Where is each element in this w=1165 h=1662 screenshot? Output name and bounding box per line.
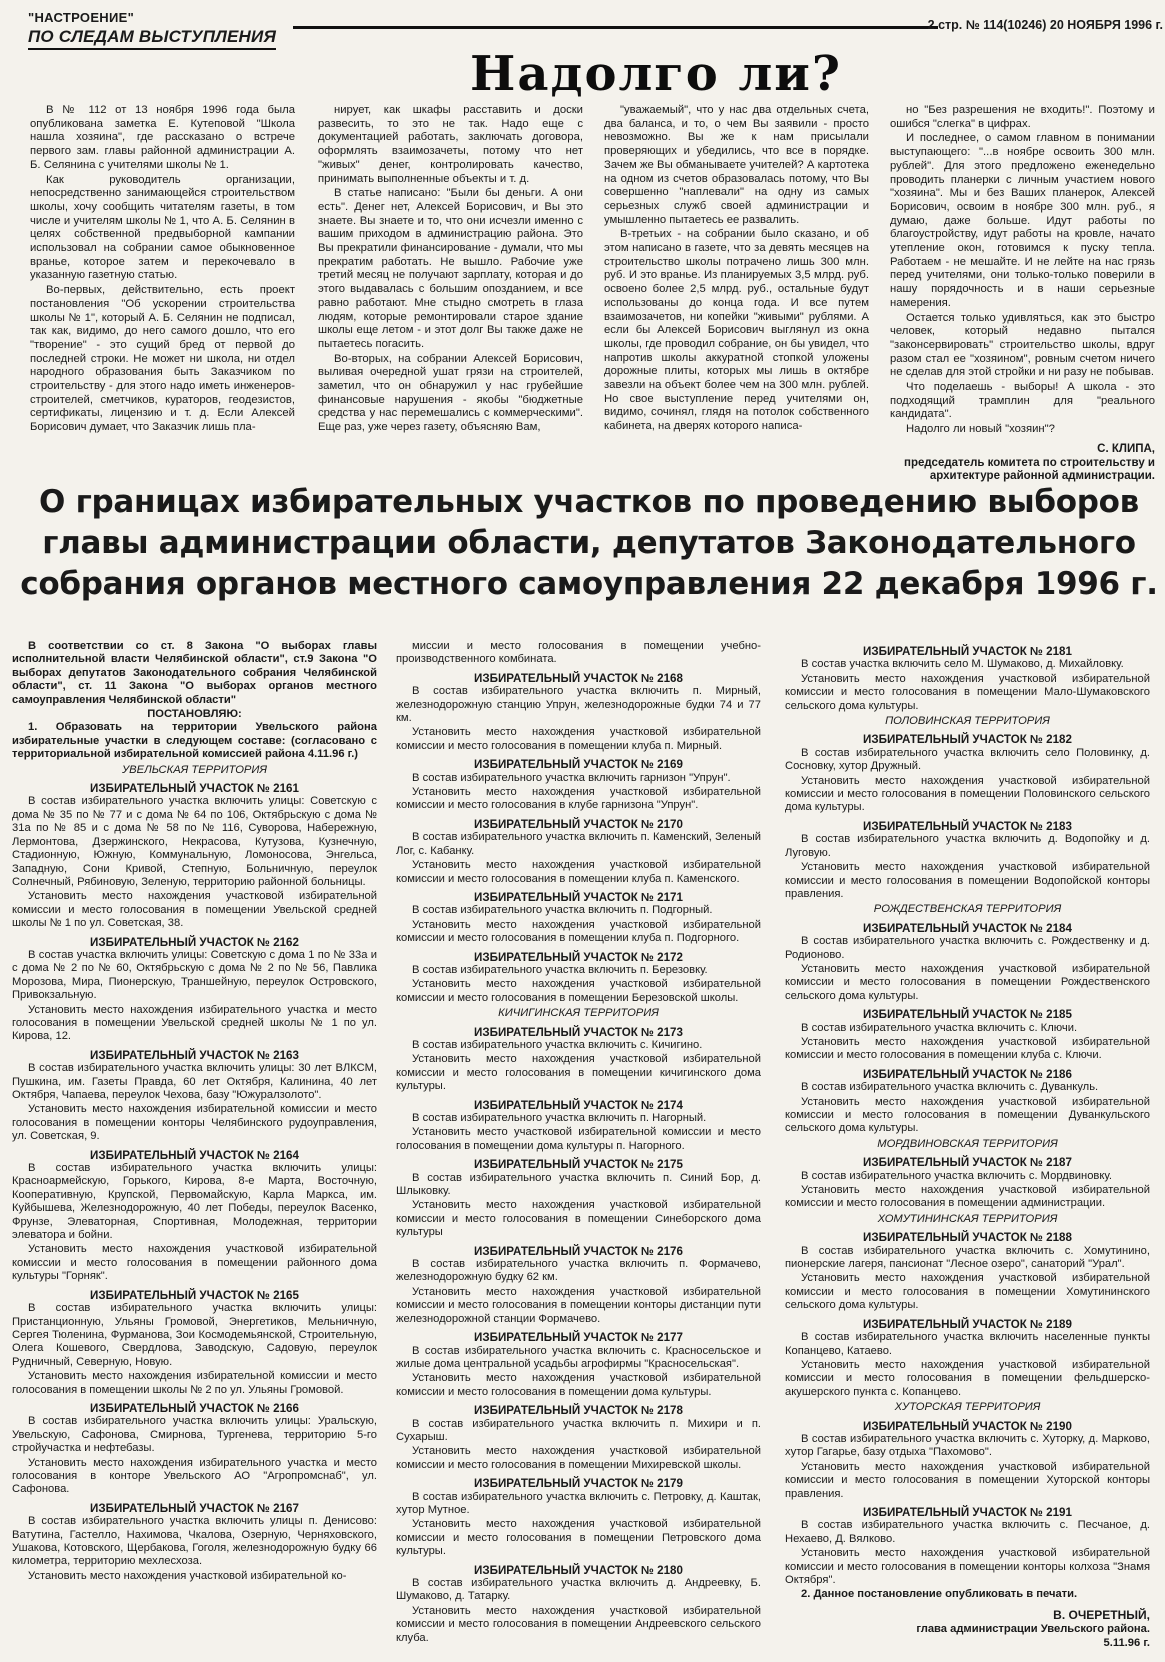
precinct-text: Установить место нахождения участковой избирательной комиссии и место голосования в клубе гарнизона "Упрун". — [396, 786, 761, 812]
precinct-text: Установить место нахождения участковой избирательной комиссии и место голосования в помещении Хуторской конторы правления. — [785, 1460, 1150, 1500]
precinct-heading: ИЗБИРАТЕЛЬНЫЙ УЧАСТОК № 2187 — [863, 1156, 1072, 1170]
article-paragraph: "уважаемый", что у нас два отдельных счета, два баланса, и то, о чем Вы заявили - просто невозможно. Вы же к нам присылали проверяющих и убедились, что все в порядке. Зачем же Вы обманываете учителей? А картотека на одном из счетов образовалась потому, что Вы совершенно "наплевали" на одну из самых серьезных служб своей администрации и умышленно пытаетесь ее развалить. — [604, 104, 869, 226]
precinct-text: В состав избирательного участка включить п. Формачево, железнодорожную будку 62 км. — [396, 1258, 761, 1284]
article-body — [30, 104, 1160, 483]
territory-heading: УВЕЛЬСКАЯ ТЕРРИТОРИЯ — [122, 763, 267, 776]
precinct-text: В состав избирательного участка включить д. Андреевку, Б. Шумаково, д. Татарку. — [396, 1577, 761, 1603]
decree-column-1 — [12, 640, 377, 1584]
precinct-text: Установить место нахождения участковой избирательной комиссии и место голосования в помещении Хомутининского сельского дома культуры. — [785, 1272, 1150, 1312]
precinct-heading: ИЗБИРАТЕЛЬНЫЙ УЧАСТОК № 2163 — [90, 1048, 299, 1062]
decree-signer-name: В. ОЧЕРЕТНЫЙ, — [1053, 1607, 1150, 1622]
precinct-text: Установить место нахождения участковой избирательной комиссии и место голосования в помещении фельдшерско-акушерского пункта с. Копанцево. — [785, 1358, 1150, 1398]
precinct-text: В состав избирательного участка включить п. Синий Бор, д. Шлыковку. — [396, 1171, 761, 1198]
decree-signer-title: глава администрации Увельского района. — [916, 1622, 1150, 1635]
precinct-heading: ИЗБИРАТЕЛЬНЫЙ УЧАСТОК № 2169 — [474, 758, 683, 772]
precinct-text: В состав избирательного участка включить улицы: 30 лет ВЛКСМ, Пушкина, им. Газеты Правда, 60 лет Октября, Калинина, 40 лет Октября, Чапаева, переулок Чехова, базу "Южуралзолото". — [12, 1062, 377, 1101]
article-column-3 — [604, 104, 869, 435]
precinct-heading: ИЗБИРАТЕЛЬНЫЙ УЧАСТОК № 2173 — [474, 1025, 683, 1039]
precinct-text: Установить место нахождения участковой избирательной комиссии и место голосования в помещении Андреевского сельского клуба. — [396, 1604, 761, 1644]
decree-date: 5.11.96 г. — [1103, 1636, 1150, 1649]
article-paragraph: но "Без разрешения не входить!". Поэтому и ошибся "слегка" в цифрах. — [890, 104, 1155, 130]
precinct-text: В состав избирательного участка включить п. Мирный, железнодорожную станцию Упрун, железнодорожные будки 74 и 77 км. — [396, 685, 761, 725]
precinct-text: Установить место нахождения участковой избирательной комиссии и место голосования в помещении конторы колхоза "Знамя Октября". — [785, 1547, 1150, 1586]
precinct-text: В состав избирательного участка включить улицы п. Денисово: Ватутина, Гастелло, Нахимова, Чкалова, Озерную, Черняховского, Ушакова, Котовского, Щербакова, Гоголя, железнодорожную будку 66 километра, территорию мехлесхоза. — [12, 1515, 377, 1568]
precinct-heading: ИЗБИРАТЕЛЬНЫЙ УЧАСТОК № 2184 — [863, 921, 1072, 935]
author-title: председатель комитета по строительству и архитектуре районной администрации. — [904, 456, 1155, 483]
precinct-text: Установить место нахождения участковой избирательной комиссии и место голосования в помещении клуба п. Мирный. — [396, 726, 761, 752]
precinct-text: Установить место нахождения избирательного участка и место голосования в конторе Увельского АО "Агропромснаб", ул. Сафонова. — [12, 1456, 377, 1496]
precinct-text: Установить место нахождения участковой избирательной комиссии и место голосования в помещении Синеборского дома культуры — [396, 1199, 761, 1239]
article-paragraph: В-третьих - на собрании было сказано, и об этом написано в газете, что за девять месяцев на строительство школы потрачено лишь 300 млн. руб. И это вранье. Из планируемых 3,5 млрд. руб. освоено более 2,5 млрд. руб., остальные будут использованы до конца года. И все путем взаимозачетов, ни копейки "живыми" рублями. А если бы Алексей Борисович выглянул из окна школы, где проводил собрание, он бы увидел, что напротив школы аккуратной стопкой уложены дорожные плиты, которых мы лишь в октябре завезли на объект более чем на 300 млн. рублей. Но свое выступление перед учителями он, видимо, сочинял, глядя на потолок собственного кабинета, на дверях которого написа- — [604, 228, 869, 433]
precinct-heading: ИЗБИРАТЕЛЬНЫЙ УЧАСТОК № 2181 — [863, 645, 1072, 658]
article-column-2 — [318, 104, 583, 436]
precinct-text: В состав избирательного участка включить с. Песчаное, д. Нехаево, Д. Вялково. — [785, 1519, 1150, 1545]
precinct-heading: ИЗБИРАТЕЛЬНЫЙ УЧАСТОК № 2189 — [863, 1317, 1072, 1331]
territory-heading: ПОЛОВИНСКАЯ ТЕРРИТОРИЯ — [885, 715, 1050, 728]
article-paragraph: И последнее, о самом главном в понимании выступающего: "...в ноябре освоить 300 млн. рублей". Для этого предложено еженедельно проводить планерки с личным участием нового "хозяина". Мы и без Ваших планерок, Алексей Борисович, освоим в ноябре 300 млн. руб., я думаю, даже больше. Идут работы по благоустройству, идут работы на кровле, начато утепление окон, готовимся к пуску тепла. Работаем - не мешайте. И не лейте на нас грязь перед учителями, они только-только поверили в нашу порядочность и в наши серьезные намерения. — [890, 132, 1155, 309]
article-paragraph: нирует, как шкафы расставить и доски развесить, то это не так. Надо еще с документацией работать, заключать договора, оформлять взаимозачеты, потому что нет "живых" денег, контролировать качество, принимать выполненные объекты и т. д. — [318, 104, 583, 185]
precinct-heading: ИЗБИРАТЕЛЬНЫЙ УЧАСТОК № 2164 — [90, 1148, 299, 1162]
precinct-heading: ИЗБИРАТЕЛЬНЫЙ УЧАСТОК № 2172 — [474, 950, 683, 964]
precinct-text: Установить место нахождения участковой избирательной комиссии и место голосования в помещении конторы дистанции пути железнодорожной станции Формачево. — [396, 1285, 761, 1325]
precinct-text: Установить место нахождения участковой избирательной комиссии и место голосования в помещении клуба п. Подгорного. — [396, 918, 761, 945]
precinct-heading: ИЗБИРАТЕЛЬНЫЙ УЧАСТОК № 2190 — [863, 1419, 1072, 1433]
precinct-text: Установить место нахождения участковой избирательной комиссии и место голосования в помещении районного дома культуры "Горняк". — [12, 1243, 377, 1283]
decree-closing: 2. Данное постановление опубликовать в печати. — [801, 1588, 1078, 1601]
precinct-text: Установить место нахождения участковой избирательной комиссии и место голосования в помещении Березовской школы. — [396, 978, 761, 1004]
precinct-text: В состав избирательного участка включить улицы: Советскую с дома № 35 по № 77 и с дома № 64 по 106, Октябрьскую с дома № 31а по № 85 и с дома № 58 по № 116, Суворова, Набережную, Лермонтова, Дзержинского, Некрасова, Кутузова, Кузнечную, Стадионную, Южную, Коммунальную, Ломоносова, Энгельса, Западную, Сони Кривой, Степную, Больничную, переулок Солнечный, Рябиновую, Зеленую, территорию районной больницы. — [12, 795, 377, 888]
precinct-text: Установить место нахождения участковой избирательной комиссии и место голосования в помещении Мало-Шумаковского сельского дома культуры. — [785, 672, 1150, 712]
precinct-heading: ИЗБИРАТЕЛЬНЫЙ УЧАСТОК № 2170 — [474, 817, 683, 831]
decree-body — [12, 640, 1162, 1655]
author-name: С. КЛИПА, — [1097, 442, 1155, 455]
precinct-text: В состав избирательного участка включить с. Хомутинино, пионерские лагеря, пансионат "Лесное озеро", санаторий "Урал". — [785, 1244, 1150, 1271]
precinct-text: Установить место участковой избирательной комиссии и место голосования в помещении дома культуры п. Нагорного. — [396, 1126, 761, 1152]
rubric-title: ПО СЛЕДАМ ВЫСТУПЛЕНИЯ — [28, 27, 276, 50]
precinct-text: В состав избирательного участка включить с. Петровку, д. Каштак, хутор Мутное. — [396, 1490, 761, 1516]
decree-column-3-items — [785, 645, 1150, 1602]
masthead-left — [28, 10, 276, 50]
precinct-text: В состав участка включить село М. Шумаково, д. Михайловку. — [801, 658, 1124, 671]
precinct-text: Установить место нахождения участковой избирательной комиссии и место голосования в помещении Водопойской конторы правления. — [785, 861, 1150, 900]
decree-column-1-items — [12, 764, 377, 1584]
article-signature — [890, 443, 1155, 484]
decree-intro: В соответствии со ст. 8 Закона "О выборах главы исполнительной власти Челябинской области", ст.9 Закона "О выборах депутатов Законодательного собрания Челябинской области", ст. 11 Закона "О выборах органов местного самоуправления Челябинской области" — [12, 640, 377, 706]
precinct-text: В состав избирательного участка включить с. Кичигино. — [412, 1038, 703, 1051]
precinct-text: В состав избирательного участка включить село Половинку, д. Сосновку, хутор Дружный. — [785, 746, 1150, 773]
masthead-rule — [293, 26, 938, 29]
precinct-heading: ИЗБИРАТЕЛЬНЫЙ УЧАСТОК № 2177 — [474, 1331, 683, 1345]
precinct-heading: ИЗБИРАТЕЛЬНЫЙ УЧАСТОК № 2191 — [863, 1505, 1072, 1519]
precinct-heading: ИЗБИРАТЕЛЬНЫЙ УЧАСТОК № 2178 — [474, 1404, 683, 1418]
article-paragraph: Остается только удивляться, как это быстро человек, который недавно пытался "законсервировать" строительство школы, вдруг разом стал ее "хозяином", ровным счетом ничего не сделав для этой стройки и ни разу не побывав. — [890, 311, 1155, 379]
precinct-text: В состав избирательного участка включить п. Нагорный. — [412, 1112, 707, 1124]
article-column-1 — [30, 104, 295, 436]
precinct-text: Установить место нахождения участковой избирательной комиссии и место голосования в помещении Петровского дома культуры. — [396, 1518, 761, 1558]
precinct-heading: ИЗБИРАТЕЛЬНЫЙ УЧАСТОК № 2183 — [863, 819, 1072, 833]
precinct-text: В состав избирательного участка включить п. Березовку. — [412, 963, 708, 976]
decree-column-3 — [785, 640, 1150, 1650]
territory-heading: РОЖДЕСТВЕНСКАЯ ТЕРРИТОРИЯ — [873, 903, 1062, 916]
territory-heading: КИЧИГИНСКАЯ ТЕРРИТОРИЯ — [498, 1007, 659, 1020]
precinct-heading: ИЗБИРАТЕЛЬНЫЙ УЧАСТОК № 2188 — [863, 1231, 1072, 1245]
decree-column-2-items — [396, 640, 761, 1645]
precinct-text: В состав избирательного участка включить с. Дуванкуль. — [801, 1081, 1099, 1094]
precinct-heading: ИЗБИРАТЕЛЬНЫЙ УЧАСТОК № 2162 — [90, 935, 299, 949]
precinct-text: В состав избирательного участка включить п. Михири и п. Сухарыш. — [396, 1417, 761, 1443]
precinct-text: Установить место нахождения участковой избирательной комиссии и место голосования в помещении Михиревской школы. — [396, 1445, 761, 1471]
territory-heading: МОРДВИНОВСКАЯ ТЕРРИТОРИЯ — [877, 1137, 1058, 1150]
precinct-text: В состав избирательного участка включить с. Хуторку, д. Марково, хутор Гагарье, базу отдыха "Пахомово". — [785, 1432, 1150, 1459]
precinct-text: Установить место нахождения участковой избирательной комиссии и место голосования в помещении клуба с. Ключи. — [785, 1035, 1150, 1062]
precinct-heading: ИЗБИРАТЕЛЬНЫЙ УЧАСТОК № 2161 — [90, 782, 299, 796]
precinct-heading: ИЗБИРАТЕЛЬНЫЙ УЧАСТОК № 2175 — [474, 1158, 683, 1172]
article-paragraph: Надолго ли новый "хозяин"? — [906, 423, 1055, 436]
precinct-text: В состав избирательного участка включить с. Ключи. — [801, 1021, 1078, 1034]
precinct-heading: ИЗБИРАТЕЛЬНЫЙ УЧАСТОК № 2174 — [474, 1098, 683, 1112]
precinct-text: В состав избирательного участка включить с. Красносельское и жилые дома центральной усадьбы агрофирмы "Красносельская". — [396, 1344, 761, 1370]
precinct-heading: ИЗБИРАТЕЛЬНЫЙ УЧАСТОК № 2167 — [90, 1501, 299, 1515]
precinct-text: В состав избирательного участка включить населенные пункты Копанцево, Катаево. — [785, 1331, 1150, 1357]
precinct-text: В состав избирательного участка включить улицы: Красноармейскую, Горького, Кирова, 8-е Марта, Восточную, Кооперативную, Крупской, Первомайскую, Карла Маркса, им. Куйбышева, Железнодорожную, 40 лет Победы, переулок Васенко, Фрунзе, Элеваторная, Спортивная, Молодежная, территории элеватора и бойни. — [12, 1162, 377, 1242]
precinct-text: миссии и место голосования в помещении учебно-производственного комбината. — [396, 640, 761, 666]
precinct-text: В состав избирательного участка включить улицы: Уральскую, Увельскую, Сафонова, Смирнова, Тургенева, территорию 5-го стройучастка и нефтебазы. — [12, 1415, 377, 1455]
precinct-text: В состав избирательного участка включить д. Водопойку и д. Луговую. — [785, 833, 1150, 859]
precinct-heading: ИЗБИРАТЕЛЬНЫЙ УЧАСТОК № 2166 — [90, 1401, 299, 1415]
precinct-heading: ИЗБИРАТЕЛЬНЫЙ УЧАСТОК № 2179 — [474, 1477, 683, 1491]
precinct-text: Установить место нахождения избирательного участка и место голосования в помещении Увельской средней школы № 1 по ул. Кирова, 12. — [12, 1003, 377, 1043]
precinct-text: Установить место нахождения участковой избирательной ко- — [28, 1569, 347, 1582]
precinct-heading: ИЗБИРАТЕЛЬНЫЙ УЧАСТОК № 2176 — [474, 1244, 683, 1258]
issue-info: 2 стр. № 114(10246) 20 НОЯБРЯ 1996 г. — [927, 18, 1163, 32]
decree-column-2 — [396, 640, 761, 1646]
precinct-text: В состав избирательного участка включить п. Каменский, Зеленый Лог, с. Кабанку. — [396, 831, 761, 857]
precinct-text: Установить место нахождения участковой избирательной комиссии и место голосования в помещении администрации. — [785, 1184, 1150, 1210]
precinct-text: В состав избирательного участка включить гарнизон "Упрун". — [412, 771, 731, 784]
precinct-text: Установить место нахождения участковой избирательной комиссии и место голосования в помещении Рождественского сельского дома культуры. — [785, 962, 1150, 1002]
precinct-heading: ИЗБИРАТЕЛЬНЫЙ УЧАСТОК № 2171 — [474, 890, 683, 904]
precinct-text: В состав избирательного участка включить п. Подгорный. — [412, 904, 713, 917]
article-paragraph: В № 112 от 13 ноября 1996 года была опубликована заметка Е. Кутеповой "Школа нашла хозяина", где рассказано о встрече первого зам. главы районной администрации А. Б. Селянина с учителями школы № 1. — [30, 104, 295, 171]
article-headline: Надолго ли? — [470, 46, 843, 102]
precinct-heading: ИЗБИРАТЕЛЬНЫЙ УЧАСТОК № 2182 — [863, 733, 1072, 747]
article-paragraph: Как руководитель организации, непосредственно занимающейся строительством школы, хочу сообщить читателям газеты, в том числе и учителям школы № 1, что А. Б. Селянин в целях собственной предвыборной кампании использовал на собрании самое обыкновенное вранье, которое затем и перекочевало в указанную газетную статью. — [30, 173, 295, 282]
precinct-heading: ИЗБИРАТЕЛЬНЫЙ УЧАСТОК № 2180 — [474, 1563, 683, 1577]
precinct-text: Установить место нахождения участковой избирательной комиссии и место голосования в помещении Дуванкульского сельского дома культуры. — [785, 1095, 1150, 1135]
article-paragraph: Во-первых, действительно, есть проект постановления "Об ускорении строительства школы № 1", который А. Б. Селянин не подписал, так как, видимо, до него самого дошло, что его "творение" - это сущий бред от первой до последней строки. Не может ни школа, ни отдел народного образования быть Заказчиком по строительству - для этого надо иметь инженеров-строителей, сметчиков, кураторов, геодезистов, сертификаты, лицензию и т. д. Если Алексей Борисович думает, что Заказчик лишь пла- — [30, 284, 295, 434]
precinct-heading: ИЗБИРАТЕЛЬНЫЙ УЧАСТОК № 2165 — [90, 1288, 299, 1302]
decree-signature — [785, 1608, 1150, 1650]
decree-resolve: ПОСТАНОВЛЯЮ: — [147, 708, 242, 721]
newspaper-name: "НАСТРОЕНИЕ" — [28, 10, 135, 25]
precinct-text: Установить место нахождения участковой избирательной комиссии и место голосования в помещении кичигинского дома культуры. — [396, 1053, 761, 1093]
precinct-text: В состав избирательного участка включить улицы: Пристанционную, Ульяны Громовой, Энергетиков, Мельничную, Сергея Тюленина, Фурманова, Зои Космодемьянской, Строительную, Олега Кошевого, Свердлова, Заводскую, Садовую, переулок Рудничный, Северную, Новую. — [12, 1302, 377, 1368]
precinct-text: Установить место нахождения участковой избирательной комиссии и место голосования в помещении дома культуры. — [396, 1372, 761, 1398]
decree-point-1: 1. Образовать на территории Увельского района избирательные участки в следующем составе: (согласовано с территориальной избирательной комиссией района 4.11.96 г.) — [12, 721, 377, 761]
precinct-text: Установить место нахождения участковой избирательной комиссии и место голосования в помещении Увельской средней школы № 1 по ул. Советская, 38. — [12, 890, 377, 930]
precinct-text: Установить место нахождения участковой избирательной комиссии и место голосования в помещении клуба п. Каменского. — [396, 859, 761, 885]
territory-heading: ХУТОРСКАЯ ТЕРРИТОРИЯ — [894, 1401, 1041, 1414]
article-column-4 — [890, 104, 1155, 484]
territory-heading: ХОМУТИНИНСКАЯ ТЕРРИТОРИЯ — [877, 1212, 1058, 1225]
precinct-text: Установить место нахождения избирательной комиссии и место голосования в помещении конторы Челябинского рудоуправления, ул. Советская, 9. — [12, 1103, 377, 1143]
precinct-text: В состав избирательного участка включить с. Рождественку и д. Родионово. — [785, 935, 1150, 961]
article-paragraph: В статье написано: "Были бы деньги. А они есть". Денег нет, Алексей Борисович, и Вы это знаете. Вы знаете и то, что они исчезли именно с вашим приходом в администрацию района. Это Вы прекратили финансирование - думали, что мы прекратим работать. Не вышло. Рабочие уже третий месяц не получают зарплату, которая и до этого выдавалась с большим опозданием, и все равно работают. Мне стыдно смотреть в глаза людям, которые ремонтировали старое здание школы еще летом - и этот долг Вы также даже не пытаетесь погасить. — [318, 187, 583, 350]
precinct-heading: ИЗБИРАТЕЛЬНЫЙ УЧАСТОК № 2168 — [474, 671, 683, 685]
decree-heading: О границах избирательных участков по проведению выборов главы администрации области, депутатов Законодательного собрания органов местного самоуправления 22 декабря 1996 г. — [20, 484, 1158, 602]
precinct-heading: ИЗБИРАТЕЛЬНЫЙ УЧАСТОК № 2185 — [863, 1008, 1072, 1022]
precinct-heading: ИЗБИРАТЕЛЬНЫЙ УЧАСТОК № 2186 — [863, 1067, 1072, 1081]
precinct-text: В состав участка включить улицы: Советскую с дома 1 по № 33а и с дома № 2 по № 60, Октябрьскую с дома № 2 по № 56, Павлика Морозова, Мира, Пионерскую, Траншейную, переулок Островского, Привокзальную. — [12, 948, 377, 1002]
article-paragraph: Что поделаешь - выборы! А школа - это подходящий трамплин для "реального кандидата". — [890, 381, 1155, 421]
precinct-text: В состав избирательного участка включить с. Мордвиновку. — [801, 1169, 1112, 1182]
precinct-text: Установить место нахождения участковой избирательной комиссии и место голосования в помещении Половинского сельского дома культуры. — [785, 774, 1150, 814]
article-paragraph: Во-вторых, на собрании Алексей Борисович, выливая очередной ушат грязи на строителей, заметил, что он обнаружил у нас грубейшие финансовые нарушения - якобы "бюджетные средства у нас перемешались с коммерческими". Еще раз, уже через газету, объясняю Вам, — [318, 352, 583, 434]
precinct-text: Установить место нахождения избирательной комиссии и место голосования в помещении школы № 2 по ул. Ульяны Громовой. — [12, 1370, 377, 1396]
